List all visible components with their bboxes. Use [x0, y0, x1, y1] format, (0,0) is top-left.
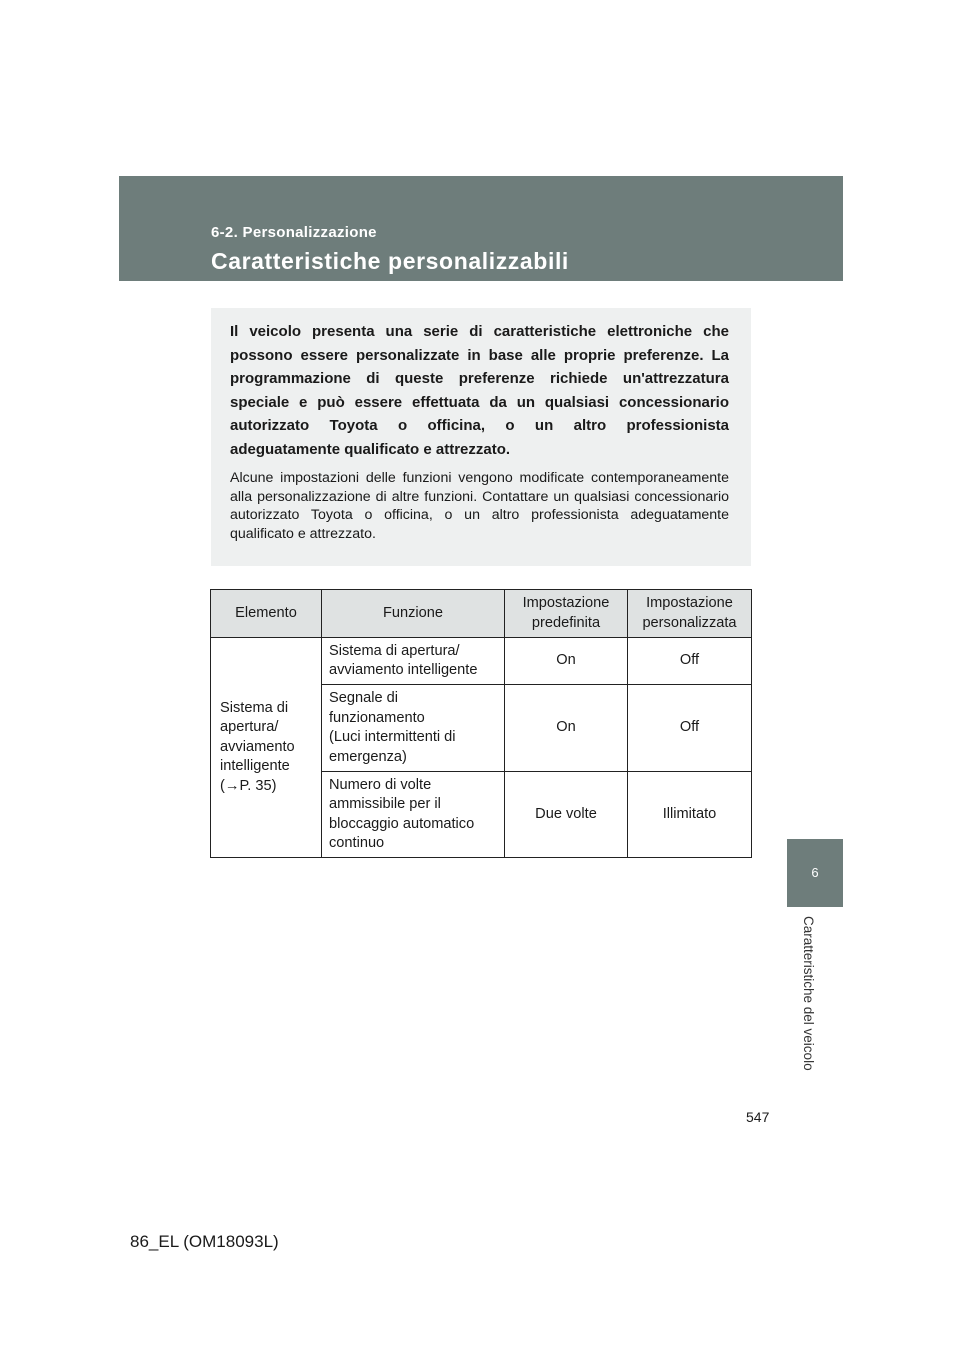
function-line: avviamento intelligente	[329, 662, 478, 678]
function-line: ammissibile per il	[329, 796, 441, 812]
intro-bold-paragraph: Il veicolo presenta una serie di caratteristiche elettroniche che possono essere personalizzate in base alle proprie preferenze. La programmazione di queste preferenze richiede un'attrezzatura speciale e può essere effettuata da un qualsiasi concessionario autorizzato Toyota o officina, o un altro professionista adeguatamente qualificato e attrezzato.	[230, 323, 729, 458]
table-header-row	[211, 590, 752, 638]
item-page-reference: (→P. 35)	[220, 777, 277, 794]
page-number: 547	[746, 1109, 770, 1125]
page-title: Caratteristiche personalizzabili	[211, 248, 569, 274]
default-value-cell: On	[505, 685, 628, 772]
intro-box	[211, 308, 751, 566]
custom-value-cell: Off	[628, 638, 752, 685]
function-line: continuo	[329, 835, 385, 851]
function-cell	[322, 638, 505, 685]
item-line: avviamento	[220, 738, 295, 755]
header-funzione: Funzione	[322, 590, 505, 638]
default-value-cell: Due volte	[505, 772, 628, 858]
chapter-label: Caratteristiche del veicolo	[801, 916, 816, 1071]
custom-value-cell: Illimitato	[628, 772, 752, 858]
section-label: 6-2. Personalizzazione	[211, 224, 377, 241]
custom-value-cell: Off	[628, 685, 752, 772]
chapter-tab[interactable]	[787, 839, 843, 907]
function-line: (Luci intermittenti di	[329, 729, 456, 745]
header-impostazione-personalizzata: Impostazione personalizzata	[628, 590, 752, 638]
function-line: Numero di volte	[329, 776, 432, 793]
function-line: bloccaggio automatico	[329, 815, 475, 832]
item-line: Sistema di	[220, 699, 289, 716]
document-code: 86_EL (OM18093L)	[130, 1232, 279, 1251]
settings-table	[210, 589, 752, 858]
header-elemento: Elemento	[211, 590, 322, 638]
function-line: Sistema di apertura/	[329, 642, 460, 659]
header-band	[119, 176, 843, 281]
function-cell	[322, 685, 505, 772]
table-row	[211, 638, 752, 685]
item-line: apertura/	[220, 719, 279, 736]
function-line: Segnale di	[329, 690, 398, 706]
item-cell	[211, 638, 322, 858]
header-impostazione-predefinita: Impostazione predefinita	[505, 590, 628, 638]
intro-regular-paragraph: Alcune impostazioni delle funzioni vengono modificate contemporaneamente alla personalizzazione di altre funzioni. Contattare un qualsiasi concessionario autorizzato Toyota o officina, o un altro professionista adeguatamente qualificato e attrezzato.	[230, 470, 729, 542]
chapter-number: 6	[811, 865, 819, 880]
function-line: funzionamento	[329, 709, 425, 726]
function-line: emergenza)	[329, 748, 407, 765]
function-cell	[322, 772, 505, 858]
item-line: intelligente	[220, 758, 290, 775]
default-value-cell: On	[505, 638, 628, 685]
